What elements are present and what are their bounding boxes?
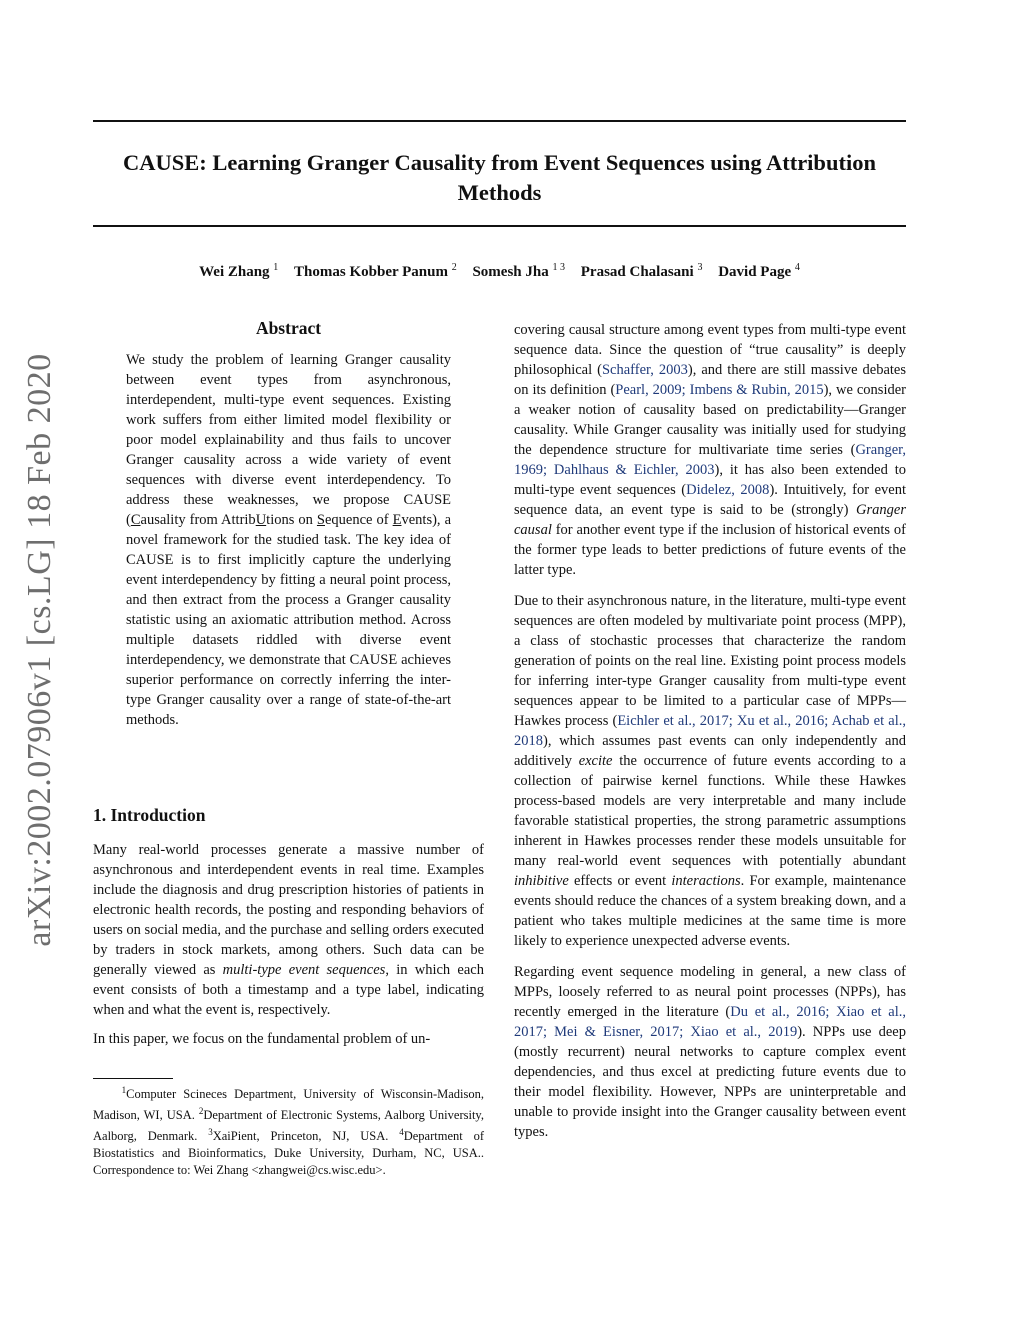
section-heading-introduction: 1. Introduction: [93, 805, 206, 825]
citation-link[interactable]: Eichler et al., 2017; Xu et al., 2016; Achab et al., 2018: [514, 713, 906, 749]
title-top-rule: [93, 120, 906, 122]
intro-paragraph: Many real-world processes generate a massive number of asynchronous and interdependent events in real time. Examples include the diagnosis and drug prescription histories of patients in electronic health records, the posting and responding behaviors of users on social media, and the purchase and selling orders executed by traders in stock markets, among others. Such data can be generally viewed as multi-type event sequences, in which each event consists of both a timestamp and a type label, indicating when and what the event is, respectively.: [93, 842, 484, 1018]
intro-paragraph: In this paper, we focus on the fundamental problem of un-: [93, 1031, 431, 1047]
arxiv-watermark: arXiv:2002.07906v1 [cs.LG] 18 Feb 2020: [21, 353, 58, 947]
citation-link[interactable]: Didelez, 2008: [686, 482, 770, 498]
author: Somesh Jha $^{1 3}$: [472, 262, 565, 280]
abstract-paragraph: We study the problem of learning Granger causality between event types from asynchronous, interdependent, multi-type event sequences. Existing work suffers from either limited model flexibility or poor model explainability and thus fails to uncover Granger causality across a wide variety of event sequences with diverse event interdependency. To address these weaknesses, we propose CAUSE (Causality from AttribUtions on Sequence of Events), a novel framework for the studied task. The key idea of CAUSE is to first implicitly capture the underlying event interdependency by fitting a neural point process, and then extract from the process a Granger causality statistic using an axiomatic attribution method. Across multiple datasets riddled with diverse event interdependency, we demonstrate that CAUSE achieves superior performance on correctly inferring the inter-type Granger causality over a range of state-of-the-art methods.: [126, 352, 452, 728]
author: Prasad Chalasani $^3$: [580, 262, 703, 280]
author: David Page $^4$: [718, 262, 800, 280]
citation-link[interactable]: Granger, 1969; Dahlhaus & Eichler, 2003: [514, 442, 906, 478]
footnote-rule: [93, 1078, 173, 1079]
introduction-body: [93, 840, 484, 1049]
paper-title: CAUSE: Learning Granger Causality from Event Sequences using Attribution Methods: [123, 150, 876, 205]
body-paragraph: Due to their asynchronous nature, in the literature, multi-type event sequences are often modeled by multivariate point process (MPP), a class of stochastic processes that characterize the random generation of points on the real line. Existing point process models for inferring inter-type Granger causality from multi-type event sequences appear to be limited to a particular case of MPPs—Hawkes process (Eichler et al., 2017; Xu et al., 2016; Achab et al., 2018), which assumes past events can only independently and additively excite the occurrence of future events according to a collection of pairwise kernel functions. While these Hawkes process-based models are very interpretable and many include favorable statistical properties, the strong parametric assumptions inherent in Hawkes processes render these models unsuitable for many real-world event sequences with potentially abundant inhibitive effects or event interactions. For example, maintenance events should reduce the chances of a system breaking down, and a patient who takes multiple medicines at the same time is more likely to experience unexpected adverse events.: [514, 593, 906, 949]
citation-link[interactable]: Pearl, 2009; Imbens & Rubin, 2015: [615, 382, 824, 398]
body-paragraph: Regarding event sequence modeling in general, a new class of MPPs, loosely referred to as neural point processes (NPPs), has recently emerged in the literature (Du et al., 2016; Xiao et al., 2017; Mei & Eisner, 2017; Xiao et al., 2019). NPPs use deep (mostly recurrent) neural networks to capture complex event dependencies, and thus excel at predicting future events due to their model flexibility. However, NPPs are uninterpretable and unable to provide insight into the Granger causality between event types.: [514, 964, 907, 1140]
citation-link[interactable]: Du et al., 2016; Xiao et al., 2017; Mei & Eisner, 2017; Xiao et al., 2019: [514, 1004, 907, 1040]
abstract-body: [126, 350, 451, 730]
affiliations-footnote: $^1$Computer Scineces Department, University of Wisconsin-Madison, Madison, WI, USA. $^2$Department of Electronic Systems, Aalborg University, Aalborg, Denmark. $^3$XaiPient, Princeton, NJ, USA. $^4$Department of Biostatistics and Bioinformatics, Duke University, Durham, NC, USA.. Correspondence to: Wei Zhang <zhangwei@cs.wisc.edu>.: [93, 1085, 485, 1178]
abstract-heading: Abstract: [255, 318, 322, 338]
right-column-body: [514, 320, 906, 1142]
title-bottom-rule: [93, 225, 906, 227]
author: Thomas Kobber Panum $^2$: [294, 262, 457, 280]
author: Wei Zhang $^1$: [199, 262, 279, 280]
citation-link[interactable]: Schaffer, 2003: [601, 362, 688, 378]
author-list: [93, 262, 906, 281]
body-paragraph: covering causal structure among event types from multi-type event sequence data. Since the question of “true causality” is deeply philosophical (Schaffer, 2003), and there are still massive debates on its definition (Pearl, 2009; Imbens & Rubin, 2015), we consider a weaker notion of causality based on predictability—Granger causality. While Granger causality was initially used for studying the dependence structure for multivariate time series (Granger, 1969; Dahlhaus & Eichler, 2003), it has also been extended to multi-type event sequences (Didelez, 2008). Intuitively, for event sequence data, an event type is said to be (strongly) Granger causal for another event type if the inclusion of historical events of the former type leads to better predictions of future events of the latter type.: [514, 322, 907, 578]
